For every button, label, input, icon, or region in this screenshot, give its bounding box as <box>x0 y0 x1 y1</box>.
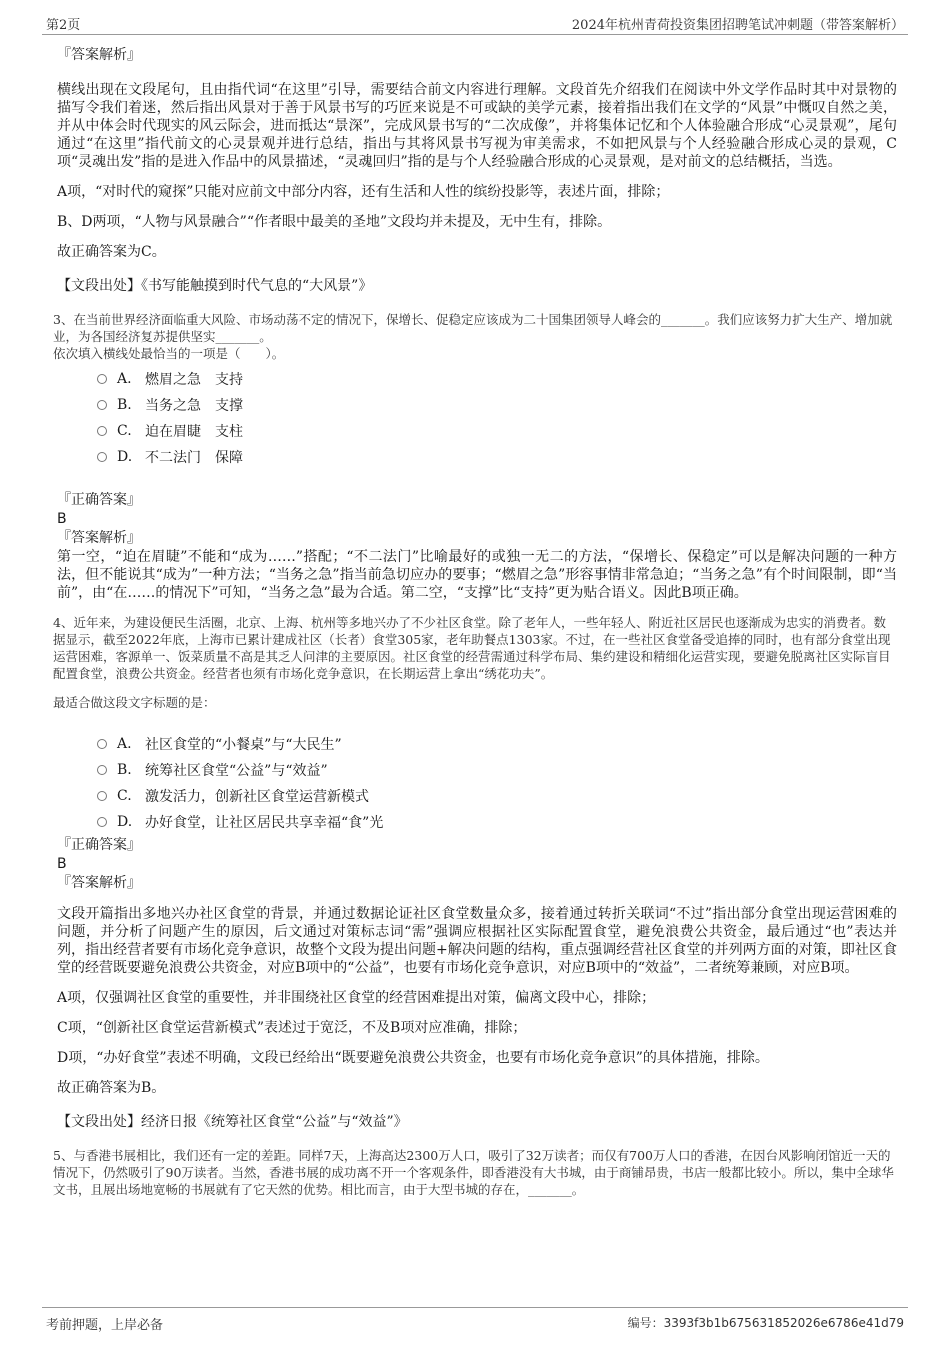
analysis-label: 『答案解析』 <box>57 875 141 891</box>
document-id: 编号：3393f3b1b675631852026e6786e41d79 <box>627 1316 904 1330</box>
option-b[interactable]: B. 统筹社区食堂“公益”与“效益” <box>97 757 897 783</box>
page-number: 第2页 <box>46 18 81 33</box>
analysis-paragraph: 横线出现在文段尾句，且由指代词“在这里”引导，需要结合前文内容进行理解。文段首先介绍我们在阅读中外文学作品时其中对景物的描写令我们着迷，然后指出风景对于善于风景书写的巧匠来说是不可或缺的美学元素，接着指出我们在文学的“风景”中慨叹自然之美，并从中体会时代现实的风云际会，进而抵达“景深”，完成风景书写的“二次成像”，并将集体记忆和个人体验融合形成“心灵景观”，尾句通过“在这里”指代前文的心灵景观并进行总结，指出与其将风景书写视为审美需求，不如把风景与个人经验融合形成心灵的景观，C项“灵魂出发”指的是进入作品中的风景描述，“灵魂回归”指的是与个人经验融合形成的心灵景观，是对前文的总结概括，当选。 <box>57 82 897 170</box>
radio-button[interactable] <box>97 400 107 410</box>
correct-answer: B <box>57 856 67 872</box>
question-3-stem: 3、在当前世界经济面临重大风险、市场动荡不定的情况下，保增长、促稳定应该成为二十国集团领导人峰会的_______。我们应该努力扩大生产、增加就业，为各国经济复苏提供坚实_______。 <box>53 312 893 344</box>
question-4-prompt: 最适合做这段文字标题的是： <box>53 695 216 710</box>
question-3-prompt: 依次填入横线处最恰当的一项是（ ）。 <box>53 346 285 361</box>
option-c[interactable]: C. 迫在眉睫 支柱 <box>97 418 897 444</box>
radio-button[interactable] <box>97 426 107 436</box>
radio-button[interactable] <box>97 817 107 827</box>
analysis-conclusion: 故正确答案为C。 <box>57 244 166 260</box>
analysis-label: 『答案解析』 <box>57 47 141 63</box>
footer-slogan: 考前押题，上岸必备 <box>46 1318 164 1333</box>
correct-answer-label: 『正确答案』 <box>57 492 141 508</box>
question-4-stem: 4、近年来，为建设便民生活圈，北京、上海、杭州等多地兴办了不少社区食堂。除了老年人，一些年轻人、附近社区居民也逐渐成为忠实的消费者。数据显示，截至2022年底，上海市已累计建成社区（长者）食堂305家，老年助餐点1303家。不过，在一些社区食堂备受追捧的同时，也有部分食堂出现运营困难，客源单一、饭菜质量不高是其乏人问津的主要原因。社区食堂的经营需通过科学布局、集约建设和精细化运营实现，要避免脱离社区实际盲目配置食堂，浪费公共资金。经营者也须有市场化竞争意识，在长期运营上拿出“绣花功夫”。 <box>53 615 891 681</box>
passage-source: 【文段出处】经济日报《统筹社区食堂“公益”与“效益”》 <box>57 1114 408 1130</box>
question-3-options <box>97 366 897 470</box>
option-d[interactable]: D. 办好食堂，让社区居民共享幸福“食”光 <box>97 809 897 835</box>
option-b[interactable]: B. 当务之急 支撑 <box>97 392 897 418</box>
analysis-option-a: A项，“对时代的窥探”只能对应前文中部分内容，还有生活和人性的缤纷投影等，表述片面，排除； <box>57 184 670 200</box>
page-footer <box>42 1307 908 1332</box>
analysis-label: 『答案解析』 <box>57 530 141 546</box>
correct-answer-label: 『正确答案』 <box>57 837 141 853</box>
analysis-conclusion: 故正确答案为B。 <box>57 1080 166 1096</box>
passage-source: 【文段出处】《书写能触摸到时代气息的“大风景”》 <box>57 278 373 294</box>
main-content <box>53 45 897 1198</box>
radio-button[interactable] <box>97 739 107 749</box>
analysis-option-bd: B、D两项，“人物与风景融合”“作者眼中最美的圣地”文段均并未提及，无中生有，排除。 <box>57 214 612 230</box>
question-4-analysis: 文段开篇指出多地兴办社区食堂的背景，并通过数据论证社区食堂数量众多，接着通过转折关联词“不过”指出部分食堂出现运营困难的问题，并分析了问题产生的原因，后文通过对策标志词“需”强调应根据社区实际配置食堂，避免浪费公共资金，最后通过“也”表达并列，指出经营者要有市场化竞争意识，故整个文段为提出问题+解决问题的结构，重点强调经营社区食堂的并列两方面的对策，即社区食堂的经营既要避免浪费公共资金，对应B项中的“公益”，也要有市场化竞争意识，对应B项中的“效益”，二者统筹兼顾，对应B项。 <box>57 906 897 976</box>
document-title: 2024年杭州青荷投资集团招聘笔试冲刺题（带答案解析） <box>571 18 904 33</box>
option-c[interactable]: C. 激发活力，创新社区食堂运营新模式 <box>97 783 897 809</box>
correct-answer: B <box>57 511 67 527</box>
radio-button[interactable] <box>97 374 107 384</box>
option-a[interactable]: A. 社区食堂的“小餐桌”与“大民生” <box>97 731 897 757</box>
question-5-stem: 5、与香港书展相比，我们还有一定的差距。同样7天，上海高达2300万人口，吸引了32万读者；而仅有700万人口的香港，在因台风影响闭馆近一天的情况下，仍然吸引了90万读者。当然，香港书展的成功离不开一个客观条件，即香港没有大书城，由于商铺昂贵，书店一般都比较小。所以，集中全球华文书，且展出场地宽畅的书展就有了它天然的优势。相比而言，由于大型书城的存在，_______。 <box>53 1148 894 1197</box>
page-header <box>42 10 908 35</box>
radio-button[interactable] <box>97 791 107 801</box>
option-d[interactable]: D. 不二法门 保障 <box>97 444 897 470</box>
option-a[interactable]: A. 燃眉之急 支持 <box>97 366 897 392</box>
analysis-option-a: A项，仅强调社区食堂的重要性，并非围绕社区食堂的经营困难提出对策，偏离文段中心，排除； <box>57 990 656 1006</box>
radio-button[interactable] <box>97 452 107 462</box>
analysis-option-d: D项，“办好食堂”表述不明确，文段已经给出“既要避免浪费公共资金，也要有市场化竞争意识”的具体措施，排除。 <box>57 1050 769 1066</box>
question-4-options <box>97 731 897 835</box>
radio-button[interactable] <box>97 765 107 775</box>
question-3-analysis: 第一空，“迫在眉睫”不能和“成为……”搭配；“不二法门”比喻最好的或独一无二的方法，“保增长、保稳定”可以是解决问题的一种方法，但不能说其“成为”一种方法；“当务之急”指当前急切应办的要事；“燃眉之急”形容事情非常急迫；“当务之急”有个时间限制，即“当前”，由“在……的情况下”可知，“当务之急”最为合适。第二空，“支撑”比“支持”更为贴合语义。因此B项正确。 <box>57 549 897 601</box>
analysis-option-c: C项，“创新社区食堂运营新模式”表述过于宽泛，不及B项对应准确，排除； <box>57 1020 527 1036</box>
